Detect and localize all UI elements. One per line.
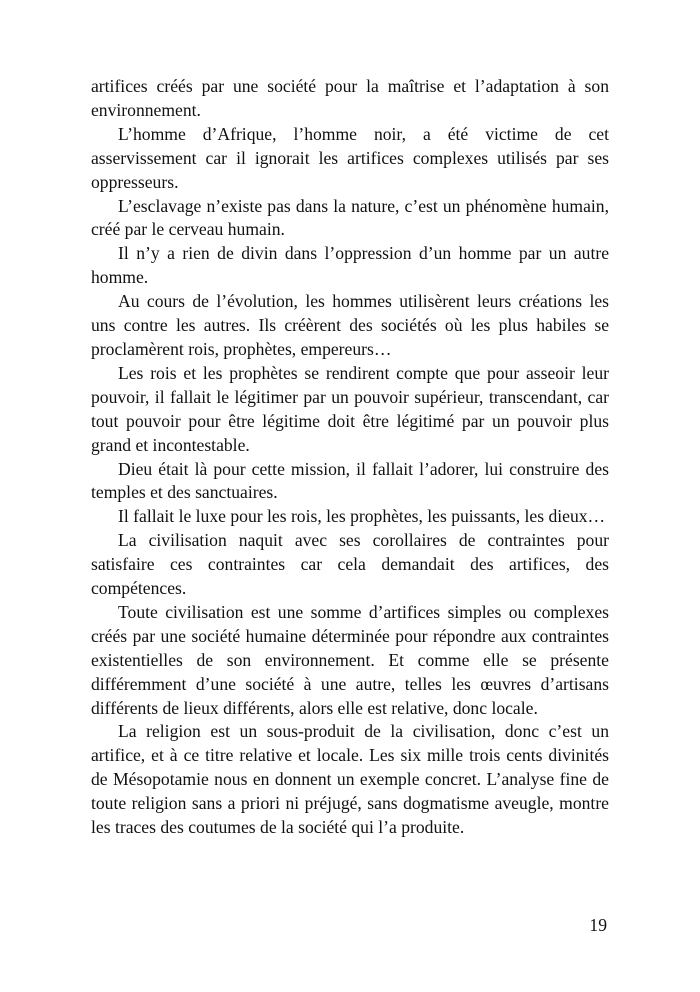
paragraph-continuation: artifices créés par une société pour la maîtrise et l’adaptation à son environnement. <box>91 76 609 120</box>
paragraph: Il fallait le luxe pour les rois, les prophètes, les puissants, les dieux… <box>118 506 606 527</box>
page-body <box>91 75 609 840</box>
paragraph: La civilisation naquit avec ses corollaires de contraintes pour satisfaire ces contraintes car cela demandait des artifices, des compétences. <box>91 530 609 599</box>
paragraph: La religion est un sous-produit de la civilisation, donc c’est un artifice, et à ce titre relative et locale. Les six mille trois cents divinités de Mésopotamie nous en donnent un exemple concret. L’analyse fine de toute religion sans a priori ni préjugé, sans dogmatisme aveugle, montre les traces des coutumes de la société qui l’a produite. <box>91 721 609 838</box>
paragraph: Il n’y a rien de divin dans l’oppression d’un homme par un autre homme. <box>91 243 609 288</box>
paragraph: Dieu était là pour cette mission, il fallait l’adorer, lui construire des temples et des sanctuaires. <box>91 458 609 503</box>
paragraph: Les rois et les prophètes se rendirent compte que pour asseoir leur pouvoir, il fallait le légitimer par un pouvoir supérieur, transcendant, car tout pouvoir pour être légitime doit être légitimé par un pouvoir plus grand et incontestable. <box>91 362 609 455</box>
paragraph: L’esclavage n’existe pas dans la nature, c’est un phénomène humain, créé par le cerveau humain. <box>91 195 609 240</box>
paragraph: L’homme d’Afrique, l’homme noir, a été victime de cet asservissement car il ignorait les artifices complexes utilisés par ses oppresseurs. <box>91 123 609 192</box>
paragraph: Toute civilisation est une somme d’artifices simples ou complexes créés par une société humaine déterminée pour répondre aux contraintes existentielles de son environnement. Et comme elle se présente différemment d’une société à une autre, telles les œuvres d’artisans différents de lieux différents, alors elle est relative, donc locale. <box>91 601 609 718</box>
page-number: 19 <box>589 915 607 935</box>
paragraph: Au cours de l’évolution, les hommes utilisèrent leurs créations les uns contre les autres. Ils créèrent des sociétés où les plus habiles se proclamèrent rois, prophètes, empereurs… <box>91 291 609 359</box>
